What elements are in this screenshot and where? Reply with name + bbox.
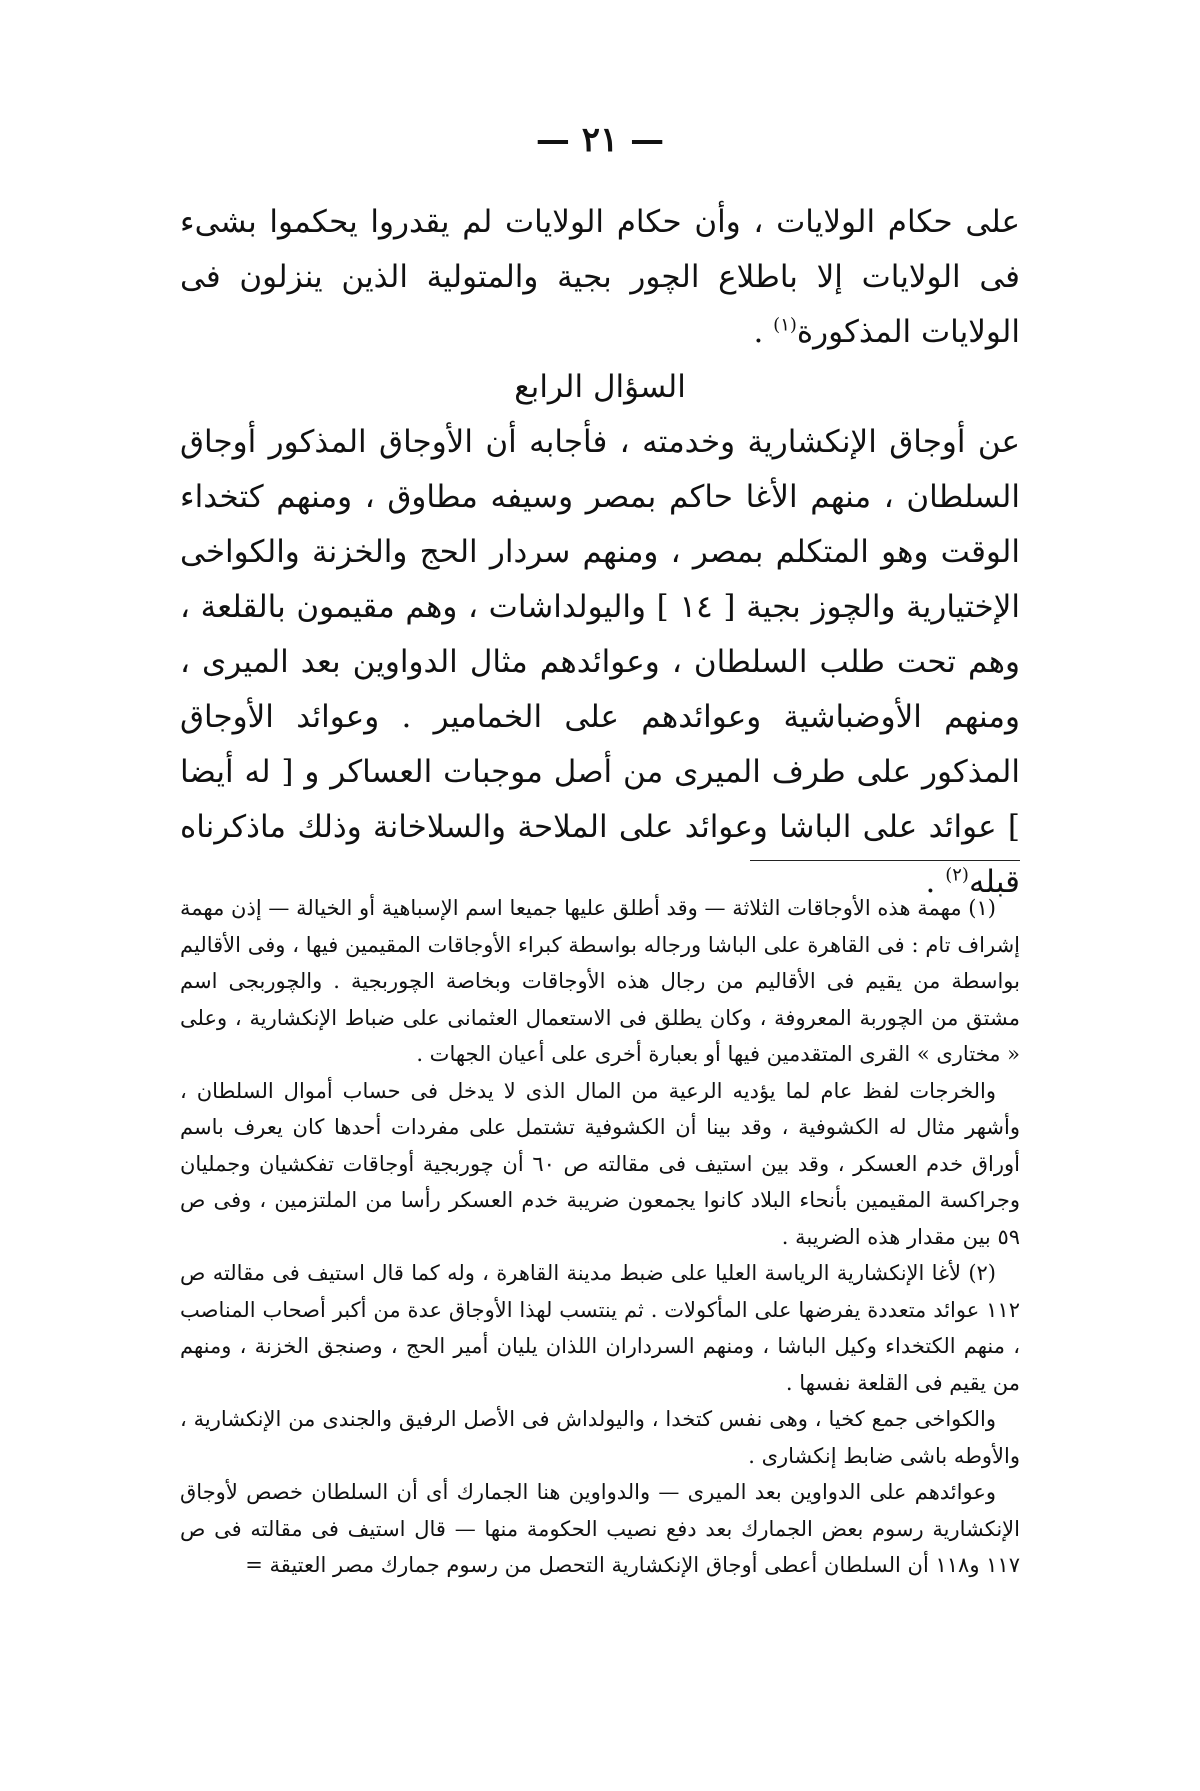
footnote-ref-1: (١) [773, 314, 797, 336]
footnote-divider [750, 860, 1020, 861]
footnote-1-continuation: والخرجات لفظ عام لما يؤديه الرعية من المال الذى لا يدخل فى حساب أموال السلطان ، وأشهر مثال له الكشوفية ، وقد بينا أن الكشوفية تشتمل على مفردات أحدها كان يعرف باسم أوراق خدم العسكر ، وقد بين استيف فى مقالته ص ٦٠ أن چوربجية أوجاقات تفكشيان وجمليان وجراكسة المقيمين بأنحاء البلاد كانوا يجمعون ضريبة خدم العسكر رأسا من الملتزمين ، وفى ص ٥٩ بين مقدار هذه الضريبة . [180, 1078, 1020, 1249]
footnote-2-continuation-2: وعوائدهم على الدواوين بعد الميرى — والدواوين هنا الجمارك أى أن السلطان خصص لأوجاق الإنكشارية رسوم بعض الجمارك بعد دفع نصيب الحكومة منها — قال استيف فى مقالته فى ص ١١٧ و١١٨ أن السلطان أعطى أوجاق الإنكشارية التحصل من رسوم جمارك مصر العتيقة = [180, 1480, 1020, 1577]
section-heading: السؤال الرابع [514, 369, 686, 405]
paragraph-2-end: . [925, 864, 946, 900]
footnote-ref-2: (٢) [945, 864, 969, 886]
paragraph-2-text: عن أوجاق الإنكشارية وخدمته ، فأجابه أن الأوجاق المذكور أوجاق السلطان ، منهم الأغا حاكم بمصر وسيفه مطاوق ، ومنهم كتخداء الوقت وهو المتكلم بمصر ، ومنهم سردار الحج والخزنة والكواخى الإختيارية والچوز بجية [ ١٤ ] واليولداشات ، وهم مقيمون بالقلعة ، وهم تحت طلب السلطان ، وعوائدهم مثال الدواوين بعد الميرى ، ومنهم الأوضباشية وعوائدهم على الخمامير . وعوائد الأوجاق المذكور على طرف الميرى من أصل موجبات العساكر و [ له أيضا ] عوائد على الباشا وعوائد على الملاحة والسلاخانة وذلك ماذكرناه قبله [180, 424, 1020, 900]
footnote-2: (٢) لأغا الإنكشارية الرياسة العليا على ضبط مدينة القاهرة ، وله كما قال استيف فى مقالته ص ١١٢ عوائد متعددة يفرضها على المأكولات . ثم ينتسب لهذا الأوجاق عدة من أكبر أصحاب المناصب ، منهم الكتخداء وكيل الباشا ، ومنهم السرداران اللذان يليان أمير الحج ، وصنجق الخزنة ، ومنهم من يقيم فى القلعة نفسها . [180, 1261, 1020, 1395]
main-paragraph-2 [180, 415, 1020, 910]
main-text [180, 195, 1020, 910]
footnote-2-continuation-1: والكواخى جمع كخيا ، وهى نفس كتخدا ، واليولداش فى الأصل الرفيق والجندى من الإنكشارية ، والأوطه باشى ضابط إنكشارى . [180, 1407, 1020, 1468]
paragraph-1-end: . [753, 314, 774, 350]
paragraph-1-text: على حكام الولايات ، وأن حكام الولايات لم يقدروا يحكموا بشىء فى الولايات إلا باطلاع الچور بجية والمتولية الذين ينزلون فى الولايات المذكورة [180, 204, 1020, 350]
footnote-1: (١) مهمة هذه الأوجاقات الثلاثة — وقد أطلق عليها جميعا اسم الإسباهية أو الخيالة — إذن مهمة إشراف تام : فى القاهرة على الباشا ورجاله بواسطة كبراء الأوجاقات المقيمين فيها ، وفى الأقاليم بواسطة من يقيم فى الأقاليم من رجال هذه الأوجاقات وبخاصة الچوربجية . والچوربجى اسم مشتق من الچوربة المعروفة ، وكان يطلق فى الاستعمال العثمانى على ضباط الإنكشارية ، وعلى « مختارى » القرى المتقدمين فيها أو بعبارة أخرى على أعيان الجهات . [180, 896, 1020, 1066]
main-paragraph-1 [180, 195, 1020, 360]
page-number: — ٢١ — [535, 120, 665, 160]
footnotes [180, 890, 1020, 1584]
